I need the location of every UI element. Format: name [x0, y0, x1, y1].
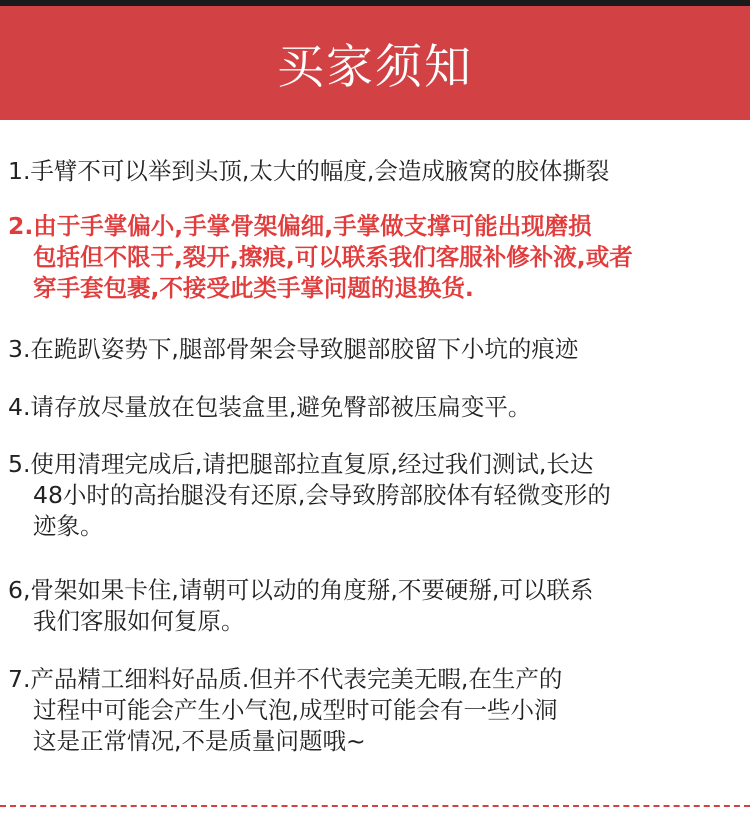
note-line: 4.请存放尽量放在包装盒里,避免臀部被压扁变平。: [8, 393, 532, 421]
note-6-stuck-skeleton: [8, 575, 744, 637]
note-line: 48小时的高抬腿没有还原,会导致胯部胶体有轻微变形的: [33, 481, 611, 509]
note-1-arm-raise: [8, 156, 744, 187]
note-line: 过程中可能会产生小气泡,成型时可能会有一些小洞: [33, 696, 558, 724]
note-2-palm-warning: [8, 211, 744, 304]
note-line: 5.使用清理完成后,请把腿部拉直复原,经过我们测试,长达: [8, 450, 594, 478]
note-line: 6,骨架如果卡住,请朝可以动的角度掰,不要硬掰,可以联系: [8, 576, 594, 604]
note-line: 这是正常情况,不是质量问题哦~: [33, 727, 366, 755]
note-line: 迹象。: [33, 512, 104, 540]
note-4-storage: [8, 392, 744, 423]
note-5-leg-restore: [8, 449, 744, 542]
page-title: 买家须知: [277, 39, 473, 95]
header-banner: [0, 6, 750, 120]
note-line: 3.在跪趴姿势下,腿部骨架会导致腿部胶留下小坑的痕迹: [8, 335, 579, 363]
note-line: 2.由于手掌偏小,手掌骨架偏细,手掌做支撑可能出现磨损: [8, 212, 592, 240]
note-line: 包括但不限于,裂开,擦痕,可以联系我们客服补修补液,或者: [33, 243, 633, 271]
note-line: 7.产品精工细料好品质.但并不代表完美无暇,在生产的: [8, 665, 563, 693]
note-line: 1.手臂不可以举到头顶,太大的幅度,会造成腋窝的胶体撕裂: [8, 157, 610, 185]
note-line: 我们客服如何复原。: [33, 607, 245, 635]
note-7-quality: [8, 664, 744, 757]
note-line: 穿手套包裹,不接受此类手掌问题的退换货.: [33, 274, 474, 302]
bottom-dashed-divider: [0, 805, 750, 807]
note-3-kneeling-pose: [8, 334, 744, 365]
